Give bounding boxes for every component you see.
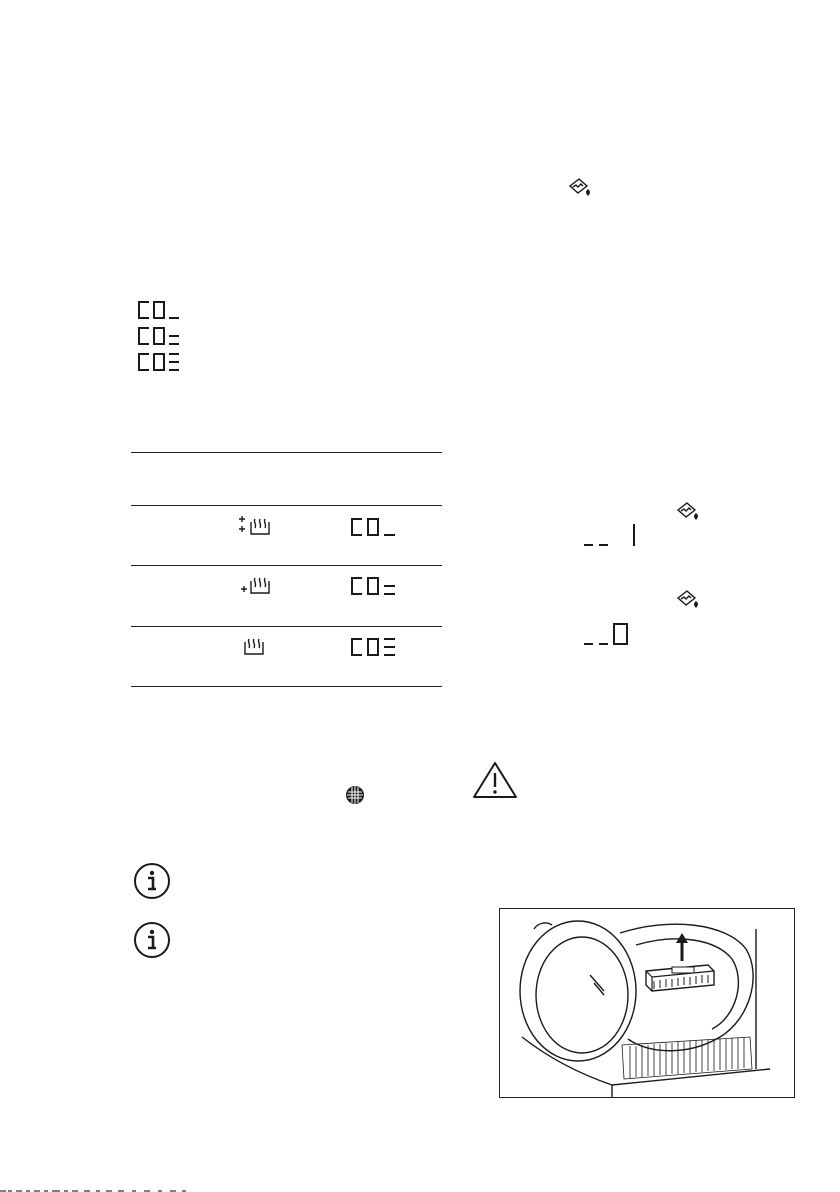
table-row-divider: [131, 565, 442, 566]
water-container-icon: [567, 176, 593, 200]
table-code-co-mid: [350, 576, 400, 596]
dryness-table: [131, 452, 442, 688]
display-code-co-mid: [139, 328, 178, 344]
display-code-co-high: [139, 354, 178, 370]
table-top-rule: [131, 452, 442, 453]
table-row-divider: [131, 505, 442, 506]
dryness-code-list: [137, 300, 187, 376]
water-container-icon: [675, 588, 701, 612]
warning-triangle-icon: [472, 761, 518, 799]
dry-standard-icon: [236, 634, 278, 658]
table-row-divider: [131, 626, 442, 627]
table-code-co-high: [350, 637, 400, 657]
display-dash-dash-one: [583, 523, 643, 547]
display-code-co-low: [139, 302, 178, 318]
display-dash-dash-zero: [583, 622, 643, 646]
extra-dry-icon: [236, 514, 278, 538]
drum-filter-icon: [344, 784, 366, 806]
dry-plus-icon: [236, 573, 278, 597]
water-container-icon: [675, 500, 701, 524]
table-bottom-rule: [131, 686, 442, 687]
dryer-illustration: [499, 908, 795, 1098]
table-code-co-low: [350, 517, 400, 537]
info-icon: [133, 921, 171, 959]
info-icon: [133, 862, 171, 900]
cropped-text-strip: [0, 1186, 840, 1192]
